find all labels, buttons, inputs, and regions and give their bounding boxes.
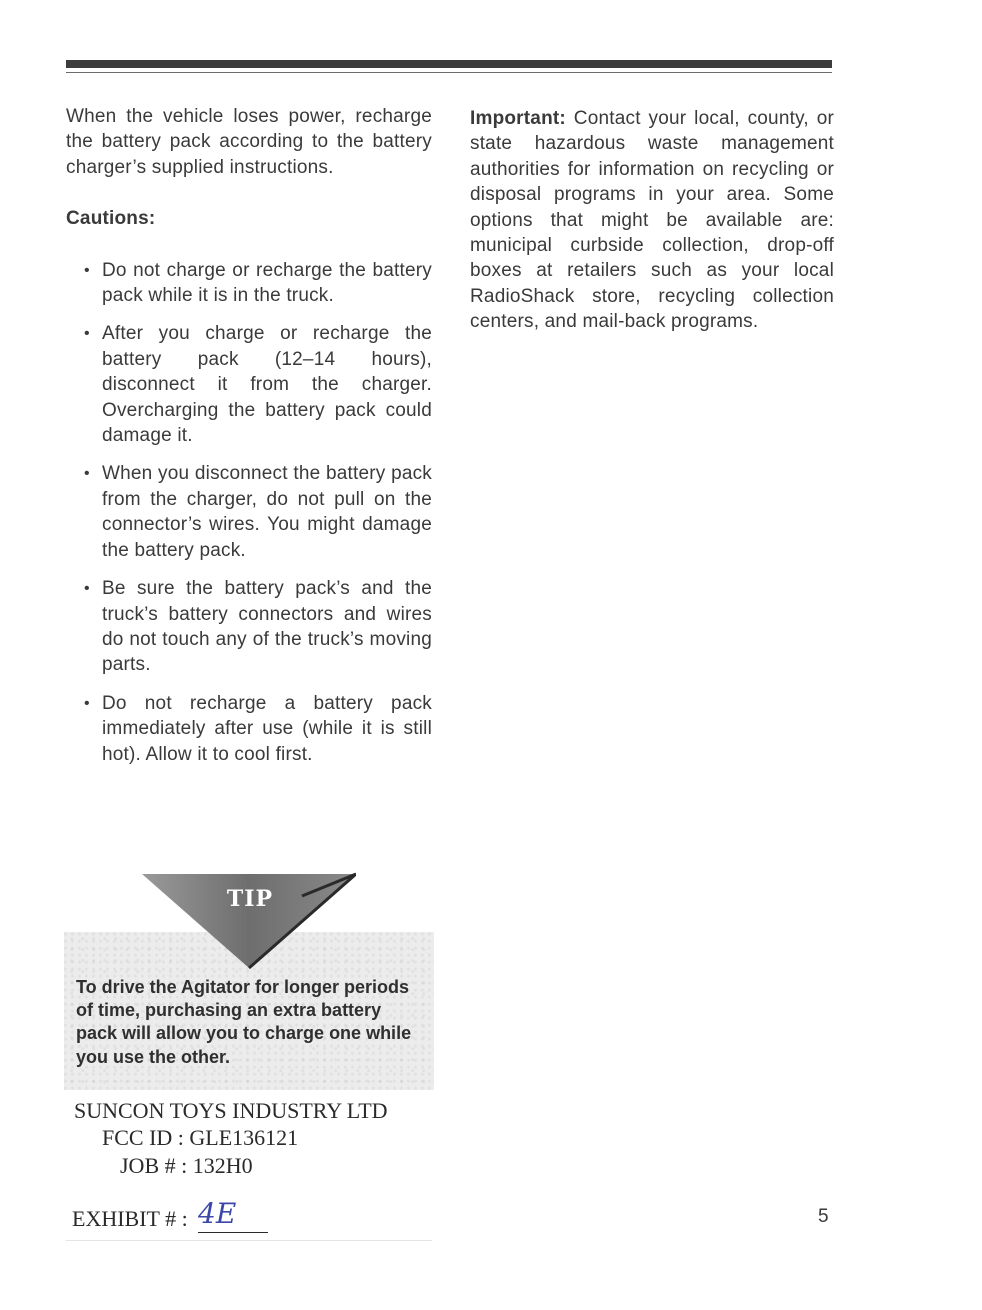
exhibit-label: EXHIBIT # : xyxy=(72,1206,188,1231)
caution-text: Do not recharge a battery pack immediately after use (while it is still hot). Allow it to cool first. xyxy=(102,692,432,765)
tip-text: To drive the Agitator for longer periods of time, purchasing an extra battery pack will allow you to charge one while you use the other. xyxy=(76,977,412,1067)
caution-text: After you charge or recharge the battery pack (12–14 hours), disconnect it from the charger. Overcharging the battery pack could damage it. xyxy=(102,323,432,447)
stamp-company: SUNCON TOYS INDUSTRY LTD xyxy=(74,1098,388,1123)
stamp-fcc-id: FCC ID : GLE136121 xyxy=(102,1125,299,1150)
caution-item xyxy=(84,691,432,767)
left-column xyxy=(66,104,432,780)
exhibit-value: 4E xyxy=(198,1196,268,1233)
bullet-icon: • xyxy=(84,261,90,279)
bullet-icon: • xyxy=(84,465,90,483)
cautions-heading: Cautions: xyxy=(66,208,156,230)
bullet-icon: • xyxy=(84,694,90,712)
header-rule-thin xyxy=(66,72,832,73)
caution-text: When you disconnect the battery pack from the charger, do not pull on the connector’s wires. You might damage the battery pack. xyxy=(102,463,432,561)
header-rule xyxy=(66,60,832,68)
important-text: Contact your local, county, or state hazardous waste management authorities for information on recycling or disposal programs in your area. Some options that might be available are: municipal curbside collection, drop-off boxes at retailers such as your local RadioShack store, recycling collection centers, and mail-back programs. xyxy=(470,108,834,333)
important-paragraph xyxy=(470,106,834,335)
tip-label: TIP xyxy=(226,886,274,912)
page-number: 5 xyxy=(818,1206,829,1227)
caution-text: Do not charge or recharge the battery pack while it is in the truck. xyxy=(102,259,432,307)
bullet-icon: • xyxy=(84,325,90,343)
important-label: Important: xyxy=(470,108,566,129)
caution-item xyxy=(84,321,432,448)
caution-text: Be sure the battery pack’s and the truck’s battery connectors and wires do not touch any of the truck’s moving parts. xyxy=(102,578,432,676)
cautions-list xyxy=(66,258,432,767)
caution-item xyxy=(84,576,432,678)
intro-paragraph: When the vehicle loses power, recharge the battery pack according to the battery charger’s supplied instructions. xyxy=(66,106,432,178)
footer-faint-rule xyxy=(66,1240,432,1241)
bullet-icon: • xyxy=(84,580,90,598)
stamp-job-number: JOB # : 132H0 xyxy=(120,1153,253,1178)
right-column xyxy=(470,106,834,335)
caution-item xyxy=(84,461,432,563)
caution-item xyxy=(84,258,432,309)
